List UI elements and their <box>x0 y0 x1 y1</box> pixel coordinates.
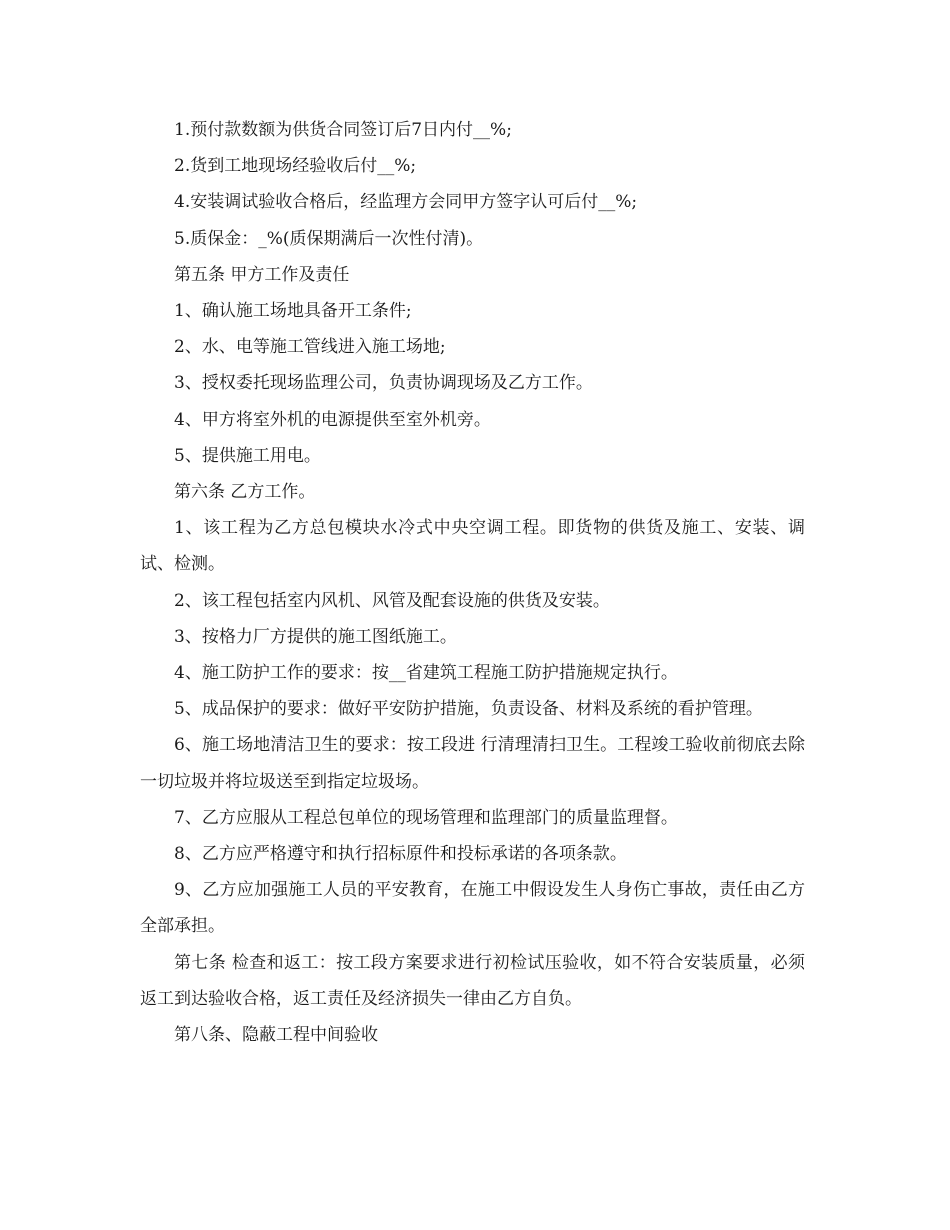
paragraph-item: 4、甲方将室外机的电源提供至室外机旁。 <box>174 409 491 430</box>
paragraph-item: 1、该工程为乙方总包模块水冷式中央空调工程。即货物的供货及施工、安装、调试、检测。 <box>140 518 805 575</box>
section-heading-article-8: 第八条、隐蔽工程中间验收 <box>174 1025 378 1046</box>
section-article-7: 第七条 检查和返工：按工段方案要求进行初检试压验收，如不符合安装质量，必须返工到达验收合格，返工责任及经济损失一律由乙方自负。 <box>140 952 805 1009</box>
section-heading-article-5: 第五条 甲方工作及责任 <box>174 264 350 285</box>
paragraph-item: 7、乙方应服从工程总包单位的现场管理和监理部门的质量监理督。 <box>174 807 678 828</box>
paragraph-delivery-payment: 2.货到工地现场经验收后付__%; <box>174 156 417 177</box>
paragraph-warranty-deposit: 5.质保金：_%(质保期满后一次性付清)。 <box>174 228 484 249</box>
paragraph-item: 5、提供施工用电。 <box>174 445 321 466</box>
paragraph-item: 1、确认施工场地具备开工条件; <box>174 301 412 322</box>
paragraph-item: 4、施工防护工作的要求：按__省建筑工程施工防护措施规定执行。 <box>174 663 678 684</box>
section-heading-article-6: 第六条 乙方工作。 <box>174 482 316 503</box>
paragraph-item: 8、乙方应严格遵守和执行招标原件和投标承诺的各项条款。 <box>174 844 627 865</box>
document-body <box>140 112 805 1053</box>
paragraph-item: 2、该工程包括室内风机、风管及配套设施的供货及安装。 <box>174 590 610 611</box>
paragraph-item: 5、成品保护的要求：做好平安防护措施，负责设备、材料及系统的看护管理。 <box>174 699 763 720</box>
paragraph-item: 9、乙方应加强施工人员的平安教育，在施工中假设发生人身伤亡事故，责任由乙方全部承担。 <box>140 880 805 937</box>
paragraph-installation-payment: 4.安装调试验收合格后，经监理方会同甲方签字认可后付__%; <box>174 192 638 213</box>
paragraph-item: 3、授权委托现场监理公司，负责协调现场及乙方工作。 <box>174 373 593 394</box>
paragraph-prepayment: 1.预付款数额为供货合同签订后7日内付__%; <box>174 120 512 140</box>
paragraph-item: 2、水、电等施工管线进入施工场地; <box>174 337 446 358</box>
paragraph-item: 3、按格力厂方提供的施工图纸施工。 <box>174 626 457 647</box>
paragraph-item: 6、施工场地清洁卫生的要求：按工段进 行清理清扫卫生。工程竣工验收前彻底去除一切垃圾并将垃圾送至到指定垃圾场。 <box>140 735 805 792</box>
